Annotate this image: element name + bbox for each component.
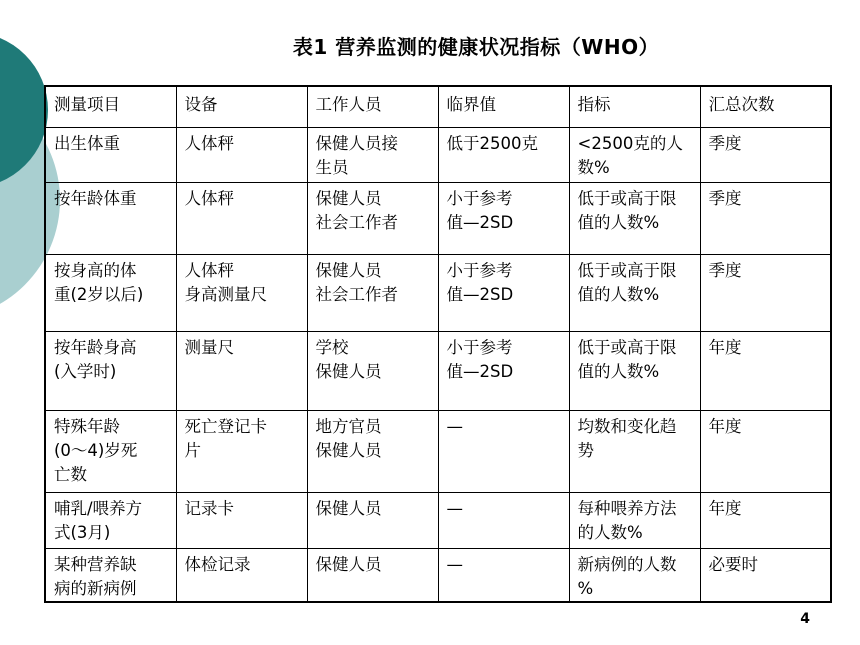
- table-cell: [176, 182, 307, 254]
- cell-text-line: 记录卡: [184, 498, 234, 518]
- table-cell: [45, 548, 176, 602]
- cell-text-line: 重(2岁以后): [54, 284, 144, 304]
- table-cell: [569, 410, 700, 492]
- table-cell: [307, 254, 438, 331]
- table-cell: [45, 182, 176, 254]
- table-cell: [307, 410, 438, 492]
- cell-text-line: 均数和变化趋: [577, 416, 677, 436]
- table-cell: [569, 182, 700, 254]
- table-cell: [700, 182, 831, 254]
- cell-text-line: 值—2SD: [446, 284, 514, 304]
- cell-text-line: 小于参考: [446, 188, 513, 208]
- cell-text-line: 值—2SD: [446, 212, 514, 232]
- cell-text-line: 势: [577, 440, 594, 460]
- cell-text-line: 按年龄体重: [54, 188, 137, 208]
- table-cell: [307, 331, 438, 410]
- cell-text-line: 保健人员接: [315, 133, 398, 153]
- cell-text-line: 年度: [708, 416, 742, 436]
- table-cell: [438, 331, 569, 410]
- cell-text-line: 保健人员: [315, 361, 382, 381]
- cell-text-line: 体检记录: [184, 554, 251, 574]
- cell-text-line: 死亡登记卡: [184, 416, 267, 436]
- cell-text-line: 小于参考: [446, 260, 513, 280]
- cell-text-line: 低于或高于限: [577, 188, 677, 208]
- table-cell: [700, 331, 831, 410]
- table-cell: [45, 331, 176, 410]
- table-row: [45, 492, 831, 548]
- table-cell: [438, 548, 569, 602]
- cell-text-line: 保健人员: [315, 498, 382, 518]
- table-cell: [700, 127, 831, 182]
- table-cell: [176, 127, 307, 182]
- column-header: 设备: [176, 86, 307, 127]
- cell-text-line: 某种营养缺: [54, 554, 137, 574]
- cell-text-line: (0～4)岁死: [54, 440, 138, 460]
- cell-text-line: 低于或高于限: [577, 260, 677, 280]
- column-header: 临界值: [438, 86, 569, 127]
- table-cell: [438, 254, 569, 331]
- cell-text-line: 季度: [708, 188, 742, 208]
- cell-text-line: 值的人数%: [577, 361, 660, 381]
- cell-text-line: 社会工作者: [315, 284, 398, 304]
- cell-text-line: 人体秤: [184, 260, 234, 280]
- cell-text-line: 式(3月): [54, 522, 111, 542]
- cell-text-line: 保健人员: [315, 440, 382, 460]
- cell-text-line: %: [577, 578, 594, 598]
- cell-text-line: 低于2500克: [446, 133, 538, 153]
- column-header: 汇总次数: [700, 86, 831, 127]
- table-cell: [569, 331, 700, 410]
- table-cell: [176, 331, 307, 410]
- table-cell: [307, 548, 438, 602]
- cell-text-line: 身高测量尺: [184, 284, 267, 304]
- cell-text-line: 测量尺: [184, 337, 234, 357]
- cell-text-line: (入学时): [54, 361, 117, 381]
- cell-text-line: 亡数: [54, 464, 87, 484]
- table-cell: [307, 127, 438, 182]
- cell-text-line: 数%: [577, 157, 610, 177]
- table-cell: [45, 254, 176, 331]
- table-cell: [307, 492, 438, 548]
- table-cell: [176, 548, 307, 602]
- table-cell: [438, 127, 569, 182]
- table-cell: [569, 548, 700, 602]
- table-cell: [438, 410, 569, 492]
- cell-text-line: 病的新病例: [54, 578, 137, 598]
- cell-text-line: —: [446, 416, 463, 436]
- table-cell: [569, 254, 700, 331]
- cell-text-line: 必要时: [708, 554, 758, 574]
- cell-text-line: 年度: [708, 337, 742, 357]
- table-row: [45, 548, 831, 602]
- table-cell: [307, 182, 438, 254]
- cell-text-line: 片: [184, 440, 201, 460]
- slide-title: 表1 营养监测的健康状况指标（WHO）: [292, 35, 660, 59]
- table-cell: [438, 492, 569, 548]
- cell-text-line: 低于或高于限: [577, 337, 677, 357]
- cell-text-line: 生员: [315, 157, 349, 177]
- column-header: 测量项目: [45, 86, 176, 127]
- cell-text-line: 学校: [315, 337, 349, 357]
- table-cell: [700, 254, 831, 331]
- column-header: 工作人员: [307, 86, 438, 127]
- page-number: 4: [800, 611, 810, 627]
- cell-text-line: 哺乳/喂养方: [54, 498, 143, 518]
- table-header-row: [45, 86, 831, 127]
- health-indicator-table: [44, 85, 832, 603]
- cell-text-line: 季度: [708, 133, 742, 153]
- table-cell: [176, 254, 307, 331]
- table-cell: [45, 410, 176, 492]
- cell-text-line: 地方官员: [315, 416, 382, 436]
- cell-text-line: —: [446, 554, 463, 574]
- cell-text-line: 人体秤: [184, 133, 234, 153]
- cell-text-line: 季度: [708, 260, 742, 280]
- cell-text-line: <2500克的人: [577, 133, 683, 153]
- cell-text-line: 值—2SD: [446, 361, 514, 381]
- cell-text-line: 社会工作者: [315, 212, 398, 232]
- table-row: [45, 254, 831, 331]
- table-cell: [176, 492, 307, 548]
- table-cell: [700, 410, 831, 492]
- cell-text-line: 保健人员: [315, 554, 382, 574]
- cell-text-line: 保健人员: [315, 188, 382, 208]
- table-row: [45, 331, 831, 410]
- cell-text-line: 按年龄身高: [54, 337, 137, 357]
- table-row: [45, 410, 831, 492]
- cell-text-line: 年度: [708, 498, 742, 518]
- column-header: 指标: [569, 86, 700, 127]
- cell-text-line: 每种喂养方法: [577, 498, 677, 518]
- table-cell: [45, 492, 176, 548]
- table-cell: [438, 182, 569, 254]
- table-cell: [700, 492, 831, 548]
- table-row: [45, 182, 831, 254]
- cell-text-line: 值的人数%: [577, 212, 660, 232]
- table-cell: [569, 127, 700, 182]
- cell-text-line: 按身高的体: [54, 260, 137, 280]
- cell-text-line: 人体秤: [184, 188, 234, 208]
- cell-text-line: 的人数%: [577, 522, 643, 542]
- table-cell: [176, 410, 307, 492]
- table-row: [45, 127, 831, 182]
- cell-text-line: 值的人数%: [577, 284, 660, 304]
- cell-text-line: 保健人员: [315, 260, 382, 280]
- cell-text-line: 小于参考: [446, 337, 513, 357]
- table-cell: [569, 492, 700, 548]
- table-cell: [45, 127, 176, 182]
- cell-text-line: —: [446, 498, 463, 518]
- cell-text-line: 特殊年龄: [54, 416, 120, 436]
- cell-text-line: 新病例的人数: [577, 554, 677, 574]
- table-cell: [700, 548, 831, 602]
- cell-text-line: 出生体重: [54, 133, 120, 153]
